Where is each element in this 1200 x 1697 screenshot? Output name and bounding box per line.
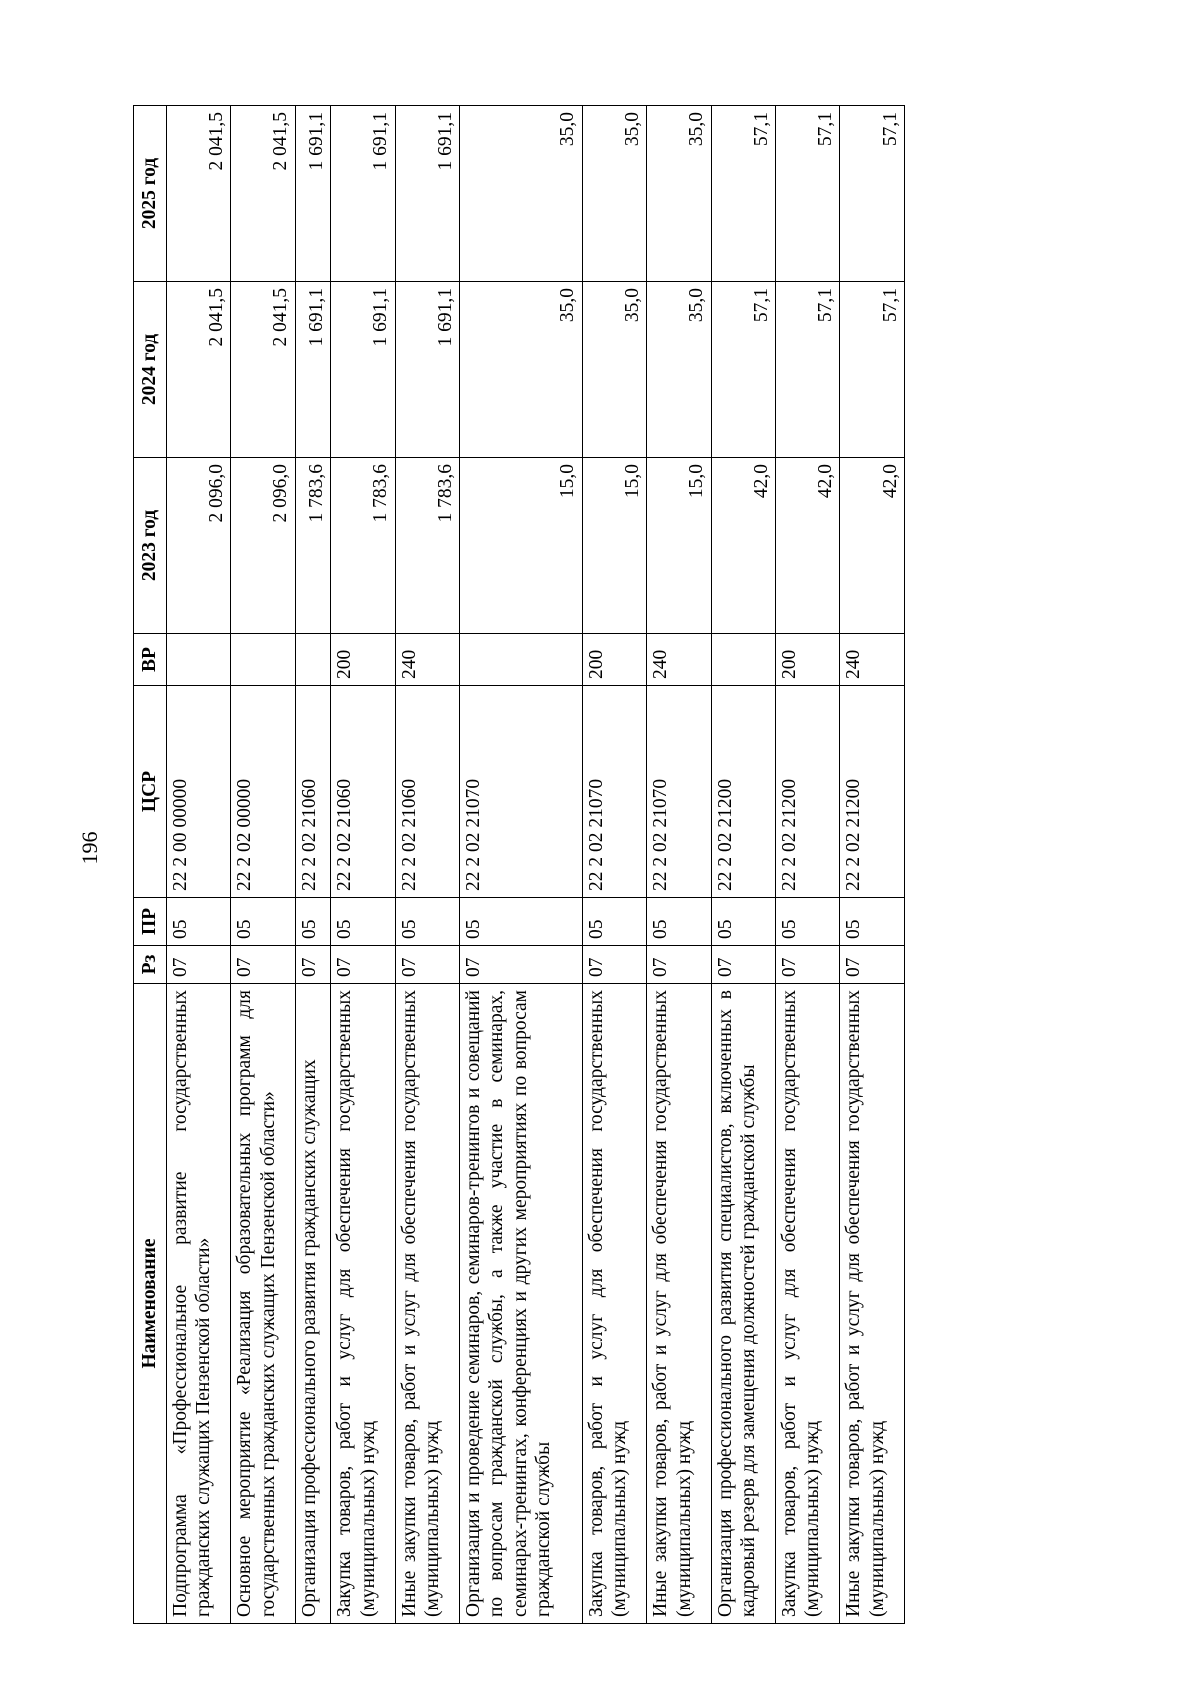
cell-name: Закупка товаров, работ и услуг для обеспечения государственных (муниципальных) нужд (776, 984, 840, 1624)
cell-2025: 35,0 (582, 106, 646, 282)
cell-2024: 2 041,5 (231, 282, 295, 458)
cell-csr: 22 2 02 00000 (231, 686, 295, 898)
cell-name: Закупка товаров, работ и услуг для обеспечения государственных (муниципальных) нужд (331, 984, 395, 1624)
cell-2024: 57,1 (840, 282, 905, 458)
rotated-table-container (133, 106, 905, 1624)
header-2024: 2024 год (134, 282, 167, 458)
table-row (231, 106, 295, 1624)
cell-csr: 22 2 02 21060 (295, 686, 330, 898)
cell-name: Организация и проведение семинаров, семинаров-тренингов и совещаний по вопросам гражданской службы, а также участие в семинарах, семинарах-тренингах, конференциях и других мероприятиях по вопросам гражданской службы (460, 984, 583, 1624)
cell-vr (231, 634, 295, 686)
cell-2024: 35,0 (582, 282, 646, 458)
cell-pr: 05 (776, 898, 840, 946)
cell-pr: 05 (647, 898, 711, 946)
cell-vr: 200 (331, 634, 395, 686)
cell-pr: 05 (711, 898, 775, 946)
cell-csr: 22 2 02 21060 (395, 686, 459, 898)
header-name: Наименование (134, 984, 167, 1624)
cell-2024: 35,0 (460, 282, 583, 458)
cell-pr: 05 (840, 898, 905, 946)
table-row (395, 106, 459, 1624)
table-row (776, 106, 840, 1624)
header-pr: ПР (134, 898, 167, 946)
cell-2023: 42,0 (711, 458, 775, 634)
cell-pr: 05 (582, 898, 646, 946)
cell-pr: 05 (395, 898, 459, 946)
table-body (167, 106, 905, 1624)
cell-name: Организация профессионального развития гражданских служащих (295, 984, 330, 1624)
cell-vr (167, 634, 231, 686)
header-2023: 2023 год (134, 458, 167, 634)
cell-csr: 22 2 02 21070 (647, 686, 711, 898)
cell-name: Подпрограмма «Профессиональное развитие государственных гражданских служащих Пензенской области» (167, 984, 231, 1624)
table-row (647, 106, 711, 1624)
cell-2025: 35,0 (647, 106, 711, 282)
cell-csr: 22 2 02 21070 (460, 686, 583, 898)
header-csr: ЦСР (134, 686, 167, 898)
cell-2025: 57,1 (840, 106, 905, 282)
cell-vr: 240 (647, 634, 711, 686)
cell-2023: 15,0 (582, 458, 646, 634)
cell-csr: 22 2 02 21200 (711, 686, 775, 898)
cell-2024: 57,1 (711, 282, 775, 458)
table-row (840, 106, 905, 1624)
cell-vr (711, 634, 775, 686)
cell-2024: 1 691,1 (395, 282, 459, 458)
cell-rz: 07 (647, 946, 711, 984)
cell-2023: 2 096,0 (231, 458, 295, 634)
header-2025: 2025 год (134, 106, 167, 282)
cell-vr (460, 634, 583, 686)
budget-table-wrapper (133, 106, 905, 1624)
cell-2023: 1 783,6 (395, 458, 459, 634)
cell-2025: 57,1 (711, 106, 775, 282)
cell-vr: 240 (395, 634, 459, 686)
budget-table (133, 105, 905, 1624)
cell-2024: 2 041,5 (167, 282, 231, 458)
cell-pr: 05 (331, 898, 395, 946)
cell-2023: 1 783,6 (331, 458, 395, 634)
table-row (711, 106, 775, 1624)
cell-pr: 05 (231, 898, 295, 946)
cell-name: Организация профессионального развития специалистов, включенных в кадровый резерв для замещения должностей гражданской службы (711, 984, 775, 1624)
table-row (295, 106, 330, 1624)
cell-vr: 200 (776, 634, 840, 686)
cell-csr: 22 2 00 00000 (167, 686, 231, 898)
table-row (460, 106, 583, 1624)
cell-2025: 2 041,5 (167, 106, 231, 282)
cell-name: Иные закупки товаров, работ и услуг для обеспечения государственных (муниципальных) нужд (647, 984, 711, 1624)
cell-name: Иные закупки товаров, работ и услуг для обеспечения государственных (муниципальных) нужд (395, 984, 459, 1624)
cell-pr: 05 (167, 898, 231, 946)
cell-2023: 2 096,0 (167, 458, 231, 634)
cell-rz: 07 (460, 946, 583, 984)
cell-2023: 42,0 (776, 458, 840, 634)
cell-2025: 2 041,5 (231, 106, 295, 282)
cell-2025: 1 691,1 (331, 106, 395, 282)
cell-vr: 200 (582, 634, 646, 686)
table-row (331, 106, 395, 1624)
cell-2025: 1 691,1 (395, 106, 459, 282)
cell-csr: 22 2 02 21200 (840, 686, 905, 898)
cell-2023: 15,0 (647, 458, 711, 634)
cell-rz: 07 (331, 946, 395, 984)
cell-rz: 07 (395, 946, 459, 984)
table-row (582, 106, 646, 1624)
cell-rz: 07 (840, 946, 905, 984)
cell-pr: 05 (295, 898, 330, 946)
table-row (167, 106, 231, 1624)
cell-name: Закупка товаров, работ и услуг для обеспечения государственных (муниципальных) нужд (582, 984, 646, 1624)
page-number: 196 (77, 831, 102, 865)
cell-rz: 07 (295, 946, 330, 984)
cell-2025: 35,0 (460, 106, 583, 282)
cell-rz: 07 (582, 946, 646, 984)
cell-rz: 07 (167, 946, 231, 984)
cell-rz: 07 (711, 946, 775, 984)
cell-vr: 240 (840, 634, 905, 686)
cell-pr: 05 (460, 898, 583, 946)
header-rz: Рз (134, 946, 167, 984)
cell-2023: 42,0 (840, 458, 905, 634)
cell-2024: 57,1 (776, 282, 840, 458)
header-vr: ВР (134, 634, 167, 686)
cell-csr: 22 2 02 21060 (331, 686, 395, 898)
cell-2024: 35,0 (647, 282, 711, 458)
cell-name: Основное мероприятие «Реализация образовательных программ для государственных гражданских служащих Пензенской области» (231, 984, 295, 1624)
cell-name: Иные закупки товаров, работ и услуг для обеспечения государственных (муниципальных) нужд (840, 984, 905, 1624)
cell-2024: 1 691,1 (331, 282, 395, 458)
cell-2024: 1 691,1 (295, 282, 330, 458)
cell-2025: 57,1 (776, 106, 840, 282)
table-header-row (134, 106, 167, 1624)
cell-2023: 15,0 (460, 458, 583, 634)
cell-2023: 1 783,6 (295, 458, 330, 634)
cell-csr: 22 2 02 21200 (776, 686, 840, 898)
cell-2025: 1 691,1 (295, 106, 330, 282)
cell-rz: 07 (231, 946, 295, 984)
cell-csr: 22 2 02 21070 (582, 686, 646, 898)
cell-vr (295, 634, 330, 686)
cell-rz: 07 (776, 946, 840, 984)
